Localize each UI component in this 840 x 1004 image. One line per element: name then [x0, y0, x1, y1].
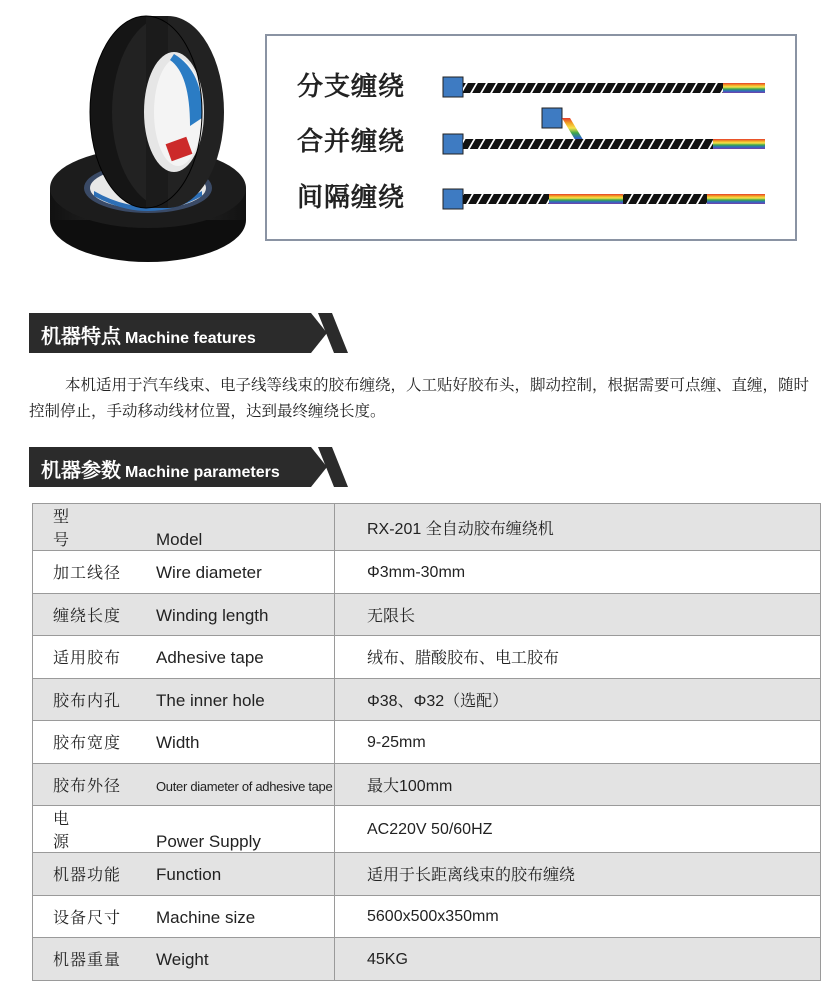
table-row: [33, 806, 821, 853]
merge-winding-illustration: [443, 108, 765, 154]
param-label-en: Weight: [156, 950, 209, 970]
table-row: [33, 551, 821, 594]
param-label-en: Outer diameter of adhesive tape: [156, 778, 333, 794]
param-value: RX-201 全自动胶布缠绕机: [367, 520, 554, 538]
param-label-en: Winding length: [156, 605, 269, 625]
features-section-header: [29, 313, 349, 353]
table-row: [33, 763, 821, 806]
param-label-zh: 机器重量: [53, 950, 122, 970]
table-row: [33, 938, 821, 981]
param-label-en: Machine size: [156, 907, 256, 927]
table-row: [33, 895, 821, 938]
parameters-section-header: [29, 447, 349, 487]
param-label-en: Model: [156, 530, 203, 549]
param-value: 5600x500x350mm: [367, 908, 499, 926]
param-label-zh: 缠绕长度: [53, 605, 122, 625]
param-label-zh: 机器功能: [53, 865, 122, 885]
param-label-zh: 型 号: [53, 507, 138, 549]
winding-illustrations: [267, 36, 795, 239]
table-row: [33, 678, 821, 721]
branch-winding-illustration: [443, 77, 765, 97]
features-title-zh: 机器特点: [41, 324, 121, 348]
winding-types-diagram: [265, 34, 797, 241]
interval-winding-illustration: [443, 189, 765, 209]
param-value: 45KG: [367, 950, 408, 968]
interval-winding-label: 间隔缠绕: [297, 183, 406, 213]
table-row: [33, 593, 821, 636]
param-label-zh: 适用胶布: [53, 648, 122, 668]
features-title: [41, 320, 256, 349]
features-title-en: Machine features: [125, 330, 256, 347]
param-label-zh: 加工线径: [53, 563, 122, 583]
param-label-zh: 胶布宽度: [53, 733, 122, 753]
param-label-zh: 胶布内孔: [53, 690, 122, 710]
param-value: 无限长: [367, 607, 416, 625]
parameters-title-zh: 机器参数: [41, 458, 121, 482]
table-row: [33, 721, 821, 764]
table-row: [33, 853, 821, 896]
param-label-en: Width: [156, 733, 200, 753]
param-label-en: Power Supply: [156, 832, 261, 851]
param-label-zh: 设备尺寸: [53, 907, 122, 927]
param-value: 绒布、腊酸胶布、电工胶布: [367, 650, 560, 668]
param-label-en: Adhesive tape: [156, 648, 264, 668]
param-value: Φ3mm-30mm: [367, 563, 466, 581]
param-value: Φ38、Φ32（选配）: [367, 692, 509, 710]
param-value: AC220V 50/60HZ: [367, 821, 493, 838]
param-label-en: The inner hole: [156, 690, 265, 710]
param-label-en: Function: [156, 865, 222, 885]
table-row: [33, 636, 821, 679]
branch-winding-label: 分支缠绕: [297, 72, 406, 102]
merge-winding-label: 合并缠绕: [297, 127, 406, 157]
param-label-zh: 电 源: [53, 809, 138, 851]
parameters-title: [41, 454, 280, 483]
param-label-zh: 胶布外径: [53, 775, 122, 795]
param-value: 最大100mm: [367, 777, 453, 795]
table-row: [33, 504, 821, 551]
parameters-title-en: Machine parameters: [125, 464, 280, 481]
param-value: 9-25mm: [367, 733, 426, 751]
features-description: 本机适用于汽车线束、电子线等线束的胶布缠绕，人工贴好胶布头，脚动控制，根据需要可点缠、直缠，随时控制停止，手动移动线材位置，达到最终缠绕长度。: [29, 376, 810, 420]
tape-rolls-image: [40, 8, 255, 264]
param-value: 适用于长距离线束的胶布缠绕: [367, 867, 576, 885]
parameters-table: [32, 503, 821, 981]
param-label-en: Wire diameter: [156, 563, 262, 583]
